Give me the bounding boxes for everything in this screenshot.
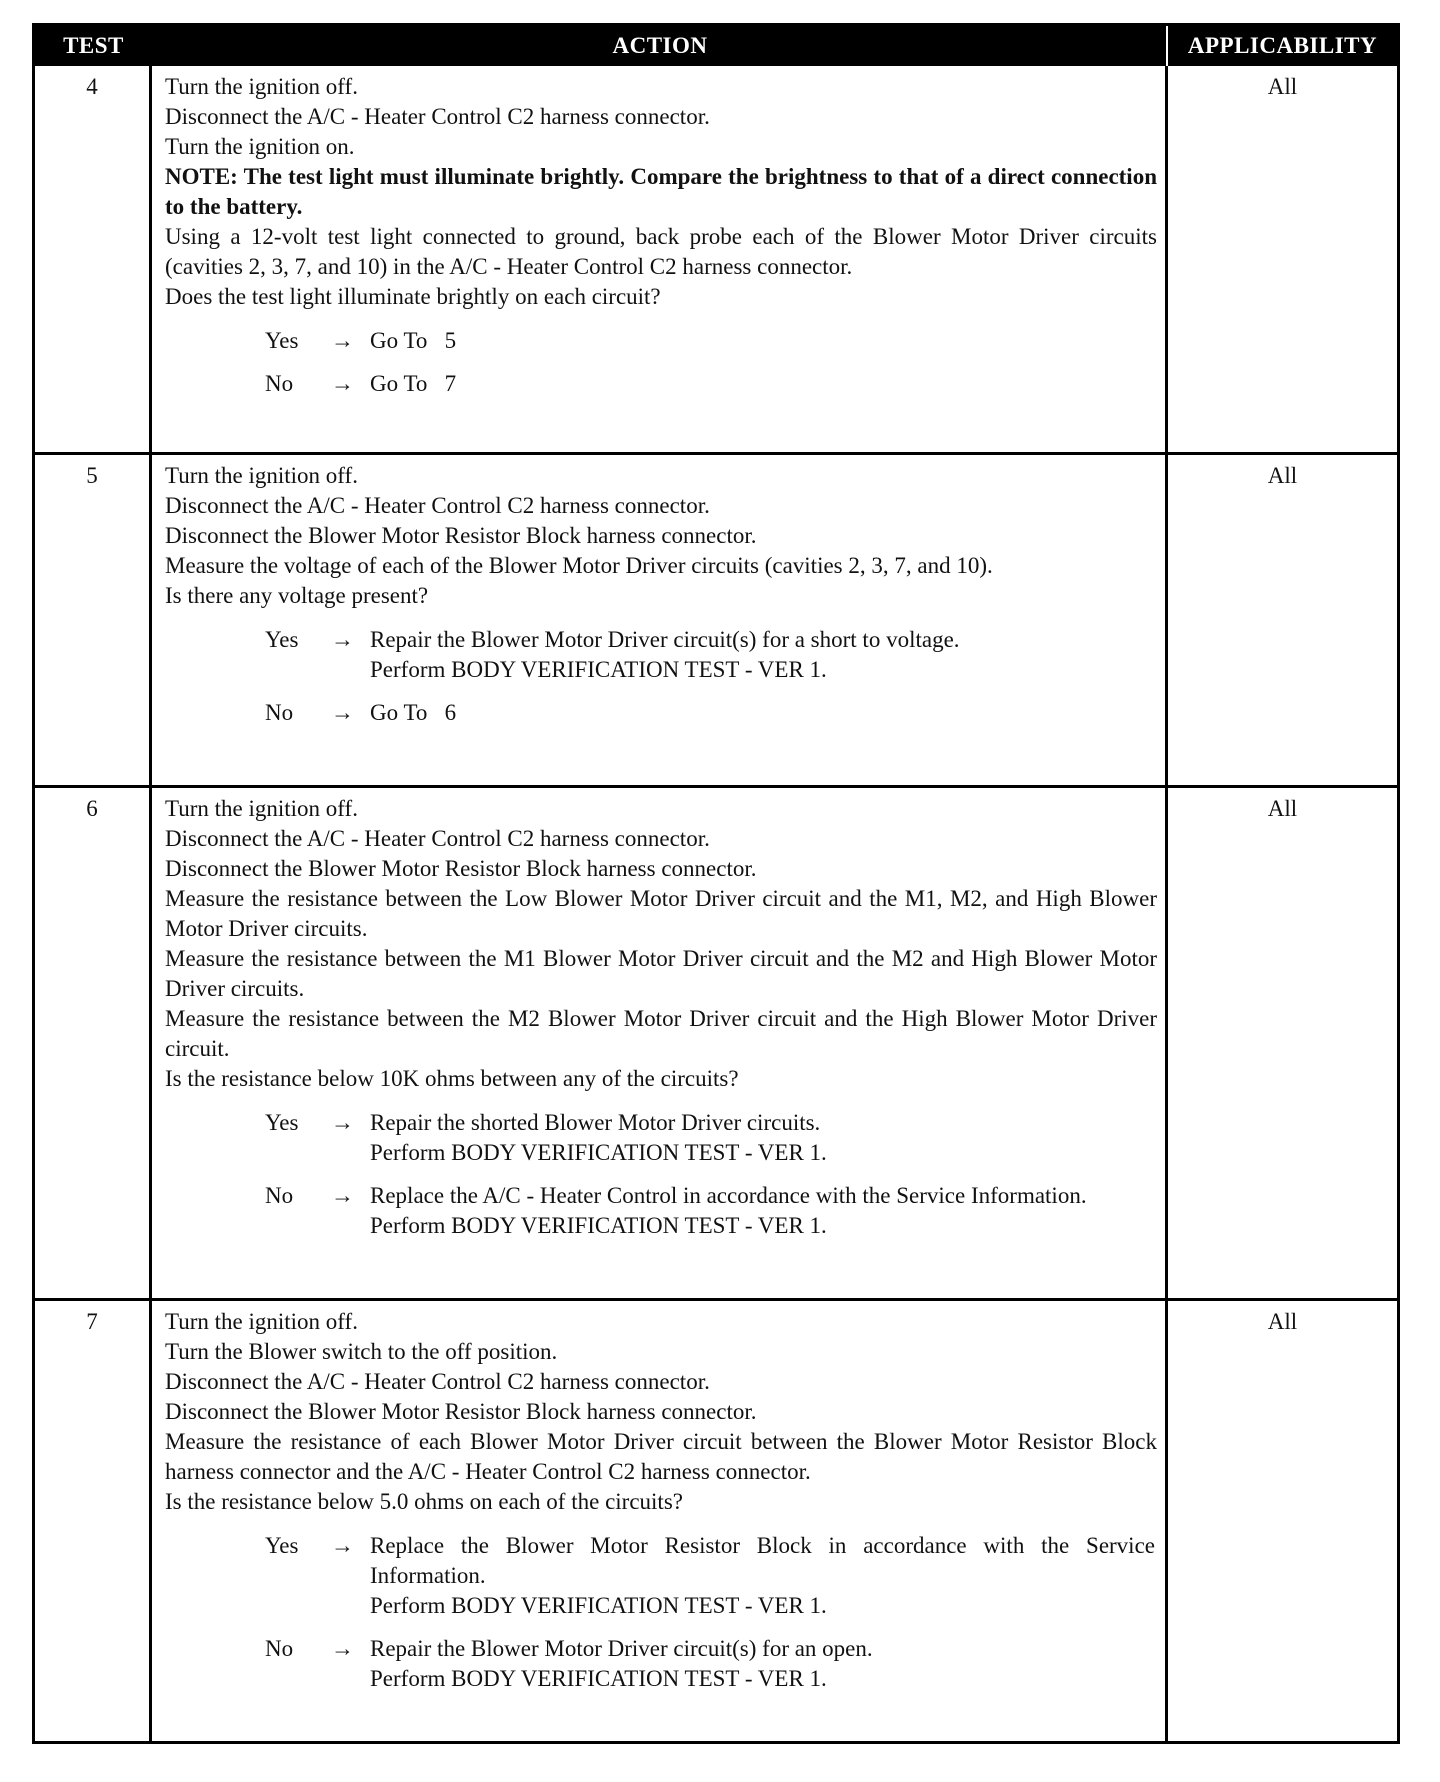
table-row — [35, 452, 1397, 785]
answer-body — [370, 1108, 1157, 1168]
action-step: Turn the Blower switch to the off position. — [165, 1339, 558, 1364]
action-cell — [152, 1301, 1168, 1741]
action-cell — [152, 455, 1168, 785]
action-step: Turn the ignition off. — [165, 74, 358, 99]
answer-text: Go To 7 — [370, 371, 457, 396]
answers — [165, 625, 1157, 728]
action-step: Measure the voltage of each of the Blower Motor Driver circuits (cavities 2, 3, 7, and 10). — [165, 553, 993, 578]
answer-text: Replace the Blower Motor Resistor Block in accordance with the Service Information. — [370, 1533, 1155, 1588]
answers — [165, 326, 1157, 399]
answer-yes — [265, 326, 1157, 356]
action-question: Is the resistance below 5.0 ohms on each of the circuits? — [165, 1489, 683, 1514]
arrow-icon: → — [331, 1636, 354, 1661]
header-action: ACTION — [152, 26, 1168, 66]
action-step: Measure the resistance of each Blower Motor Driver circuit between the Blower Motor Resistor Block harness connector and the A/C - Heater Control C2 harness connector. — [165, 1429, 1157, 1484]
answers — [165, 1531, 1157, 1694]
answer-text: Perform BODY VERIFICATION TEST - VER 1. — [370, 1140, 827, 1165]
answer-body — [370, 625, 1157, 685]
answer-text: Go To 6 — [370, 700, 457, 725]
arrow-icon: → — [331, 1533, 354, 1558]
action-step: Disconnect the A/C - Heater Control C2 harness connector. — [165, 1369, 710, 1394]
table-row — [35, 1298, 1397, 1741]
answer-text: Perform BODY VERIFICATION TEST - VER 1. — [370, 1593, 827, 1618]
action-question: Does the test light illuminate brightly on each circuit? — [165, 284, 661, 309]
answer-body — [370, 326, 1157, 356]
answer-label: Yes — [265, 1110, 299, 1135]
answer-no — [265, 369, 1157, 399]
answer-label: Yes — [265, 1533, 299, 1558]
action-step: Disconnect the Blower Motor Resistor Block harness connector. — [165, 856, 757, 881]
test-number: 7 — [35, 1301, 152, 1741]
answer-yes — [265, 1531, 1157, 1621]
answer-text: Perform BODY VERIFICATION TEST - VER 1. — [370, 657, 827, 682]
action-question: Is there any voltage present? — [165, 583, 429, 608]
answer-text: Repair the Blower Motor Driver circuit(s) for an open. — [370, 1636, 873, 1661]
answer-text: Repair the shorted Blower Motor Driver circuits. — [370, 1110, 821, 1135]
arrow-icon: → — [331, 371, 354, 396]
action-step: Turn the ignition off. — [165, 1309, 358, 1334]
action-cell — [152, 788, 1168, 1298]
answers — [165, 1108, 1157, 1241]
action-step: Measure the resistance between the M1 Blower Motor Driver circuit and the M2 and High Blower Motor Driver circuits. — [165, 946, 1157, 1001]
answer-text: Replace the A/C - Heater Control in accordance with the Service Information. — [370, 1183, 1087, 1208]
answer-no — [265, 698, 1157, 728]
answer-label: No — [265, 1183, 294, 1208]
answer-body — [370, 698, 1157, 728]
answer-label: No — [265, 371, 294, 396]
arrow-icon: → — [331, 700, 354, 725]
answer-no — [265, 1634, 1157, 1694]
test-number: 6 — [35, 788, 152, 1298]
action-step: Disconnect the Blower Motor Resistor Block harness connector. — [165, 523, 757, 548]
applicability-cell: All — [1267, 463, 1298, 488]
arrow-icon: → — [331, 627, 354, 652]
table-row — [35, 66, 1397, 452]
answer-text: Perform BODY VERIFICATION TEST - VER 1. — [370, 1213, 827, 1238]
action-question: Is the resistance below 10K ohms between any of the circuits? — [165, 1066, 739, 1091]
test-number: 5 — [35, 455, 152, 785]
answer-body — [370, 1531, 1157, 1621]
action-step: Using a 12-volt test light connected to ground, back probe each of the Blower Motor Driver circuits (cavities 2, 3, 7, and 10) in the A/C - Heater Control C2 harness connector. — [165, 224, 1157, 279]
answer-label: Yes — [265, 627, 299, 652]
action-step: Turn the ignition off. — [165, 796, 358, 821]
table-header — [35, 26, 1397, 66]
action-step: Turn the ignition on. — [165, 134, 355, 159]
action-step: Measure the resistance between the Low Blower Motor Driver circuit and the M1, M2, and High Blower Motor Driver circuits. — [165, 886, 1157, 941]
header-test: TEST — [63, 33, 124, 58]
arrow-icon: → — [331, 1110, 354, 1135]
answer-text: Go To 5 — [370, 328, 457, 353]
answer-label: No — [265, 1636, 294, 1661]
answer-yes — [265, 625, 1157, 685]
applicability-cell: All — [1267, 1309, 1298, 1334]
header-applicability: APPLICABILITY — [1187, 33, 1378, 58]
table-row — [35, 785, 1397, 1298]
answer-body — [370, 1181, 1157, 1241]
note-text: NOTE: The test light must illuminate brightly. Compare the brightness to that of a direct connection to the battery. — [165, 164, 1157, 219]
diagnostic-table — [32, 23, 1400, 1744]
action-cell — [152, 66, 1168, 452]
arrow-icon: → — [331, 1183, 354, 1208]
action-step: Disconnect the A/C - Heater Control C2 harness connector. — [165, 826, 710, 851]
action-step: Disconnect the Blower Motor Resistor Block harness connector. — [165, 1399, 757, 1424]
applicability-cell: All — [1267, 74, 1298, 99]
action-step: Disconnect the A/C - Heater Control C2 harness connector. — [165, 104, 710, 129]
action-step: Turn the ignition off. — [165, 463, 358, 488]
applicability-cell: All — [1267, 796, 1298, 821]
answer-label: No — [265, 700, 294, 725]
answer-yes — [265, 1108, 1157, 1168]
answer-body — [370, 1634, 1157, 1694]
arrow-icon: → — [331, 328, 354, 353]
answer-text: Perform BODY VERIFICATION TEST - VER 1. — [370, 1666, 827, 1691]
answer-label: Yes — [265, 328, 299, 353]
answer-text: Repair the Blower Motor Driver circuit(s) for a short to voltage. — [370, 627, 960, 652]
action-step: Disconnect the A/C - Heater Control C2 harness connector. — [165, 493, 710, 518]
answer-no — [265, 1181, 1157, 1241]
answer-body — [370, 369, 1157, 399]
action-step: Measure the resistance between the M2 Blower Motor Driver circuit and the High Blower Motor Driver circuit. — [165, 1006, 1157, 1061]
test-number: 4 — [35, 66, 152, 452]
